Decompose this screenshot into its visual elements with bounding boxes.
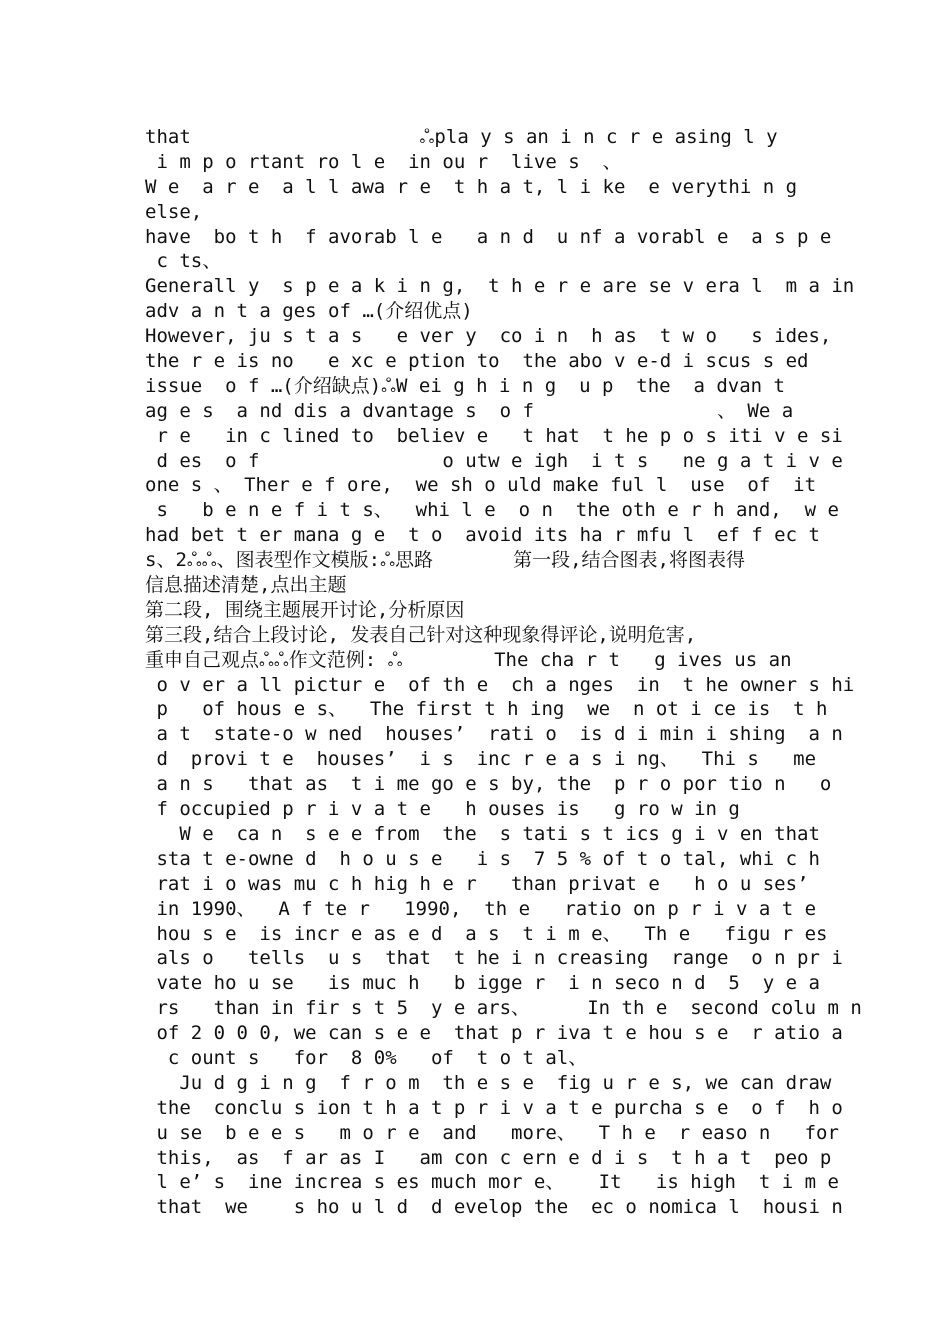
text-line: f occupied p r i v a t e h ouses is g ro w in g [145,798,740,821]
text-line: d provi t e houses’ i s inc r e a s i ng、 Thi s me [145,748,817,771]
text-line: c ount s for 8 0% of t o t al、 [145,1046,588,1069]
text-line: in 1990、 A f te r 1990, th e ratio on p r i v a t e [145,897,817,920]
text-line: vate ho u se is muc h b igge r i n seco n d 5 y e a [145,972,820,995]
text-line: sta t e-owne d h o u s e i s 7 5 % of t o tal, whi c h [145,847,820,870]
text-line: the r e is no e xc e ption to the abo v e-d i scus s ed [145,350,809,373]
text-line: p of hous e s、 The first t h ing we n ot i ce is t h [145,698,828,721]
text-line: d es o f o utw e igh i t s ne g a t i v e [145,449,843,472]
text-line: a n s that as t i me go e s by, the p r o por tio n o [145,773,832,796]
text-line: 第二段, 围绕主题展开讨论,分析原因 [145,598,465,621]
text-line: l e’ s ine increa s es much mor e、 It is high t i m e [145,1171,839,1194]
text-line: Ju d g i n g f r o m th e s e fig u r e s, we can draw [145,1071,832,1094]
text-line: that ஃpla y s an i n c r e asing l y [145,126,778,148]
text-line: had bet t er mana g e t o avoid its ha r mfu l ef f ec t [145,524,820,547]
text-line: 第三段,结合上段讨论, 发表自己针对这种现象得评论,说明危害, [145,623,697,646]
text-line: a t state-o w ned houses’ rati o is d i min i shing a n [145,723,843,746]
text-line: have bo t h f avorab l e a n d u nf a vorabl e a s p e [145,225,832,248]
text-line: else, [145,200,203,223]
document-body [145,125,862,1220]
text-line: c ts、 [145,250,222,273]
text-line: issue o f …(介绍缺点)ஃW ei g h i n g u p the a dvan t [145,374,785,397]
text-line: als o tells u s that t he i n creasing range o n pr i [145,947,843,970]
text-line: Generall y s p e a k i n g, t h e r e are se v era l m a in [145,275,855,298]
text-line: s、2ஃஃ、图表型作文模版:ஃ思路 第一段,结合图表,将图表得 [145,549,745,572]
text-line: However, ju s t a s e ver y co i n h as t w o s ides, [145,325,832,348]
text-line: of 2 0 0 0, we can s e e that p r iva t e hou s e r atio a [145,1022,843,1045]
text-line: rs than in fir s t 5 y e ars、 In th e second colu m n [145,997,862,1020]
text-line: hou s e is incr e as e d a s t i m e、 Th e figu r es [145,922,828,945]
text-line: ag e s a nd dis a dvantage s o f 、 We a [145,399,794,422]
text-line: the conclu s ion t h a t p r i v a t e purcha s e o f h o [145,1096,843,1119]
text-line: W e a r e a l l awa r e t h a t, l i ke e verythi n g [145,175,798,198]
text-line: i m p o rtant ro l e in ou r live s 、 [145,150,622,173]
text-line: o v er a ll pictur e of th e ch a nges in t he owner s hi [145,673,855,696]
text-line: 重申自己观点ஃஃ作文范例: ஃ The cha r t g ives us an [145,648,792,671]
text-line: u se b e e s m o r e and more、 T h e r easo n for [145,1121,839,1144]
text-line: one s 、 Ther e f ore, we sh o uld make ful l use of it [145,474,817,497]
text-line: r e in c lined to believ e t hat t he p o s iti v e si [145,424,843,447]
text-line: W e ca n s e e from the s tati s t ics g i v en that [145,822,820,845]
text-line: rat i o was mu c h hig h e r than privat e h o u ses’ [145,872,809,895]
text-line: adv a n t a ges of …(介绍优点) [145,300,473,323]
text-line: that we s ho u l d d evelop the ec o nomica l housi n [145,1196,843,1219]
text-line: s b e n e f i t s、 whi l e o n the oth e r h and, w e [145,499,839,522]
text-line: 信息描述清楚,点出主题 [145,574,347,597]
text-line: this, as f ar as I am con c ern e d i s t h a t peo p [145,1146,832,1169]
